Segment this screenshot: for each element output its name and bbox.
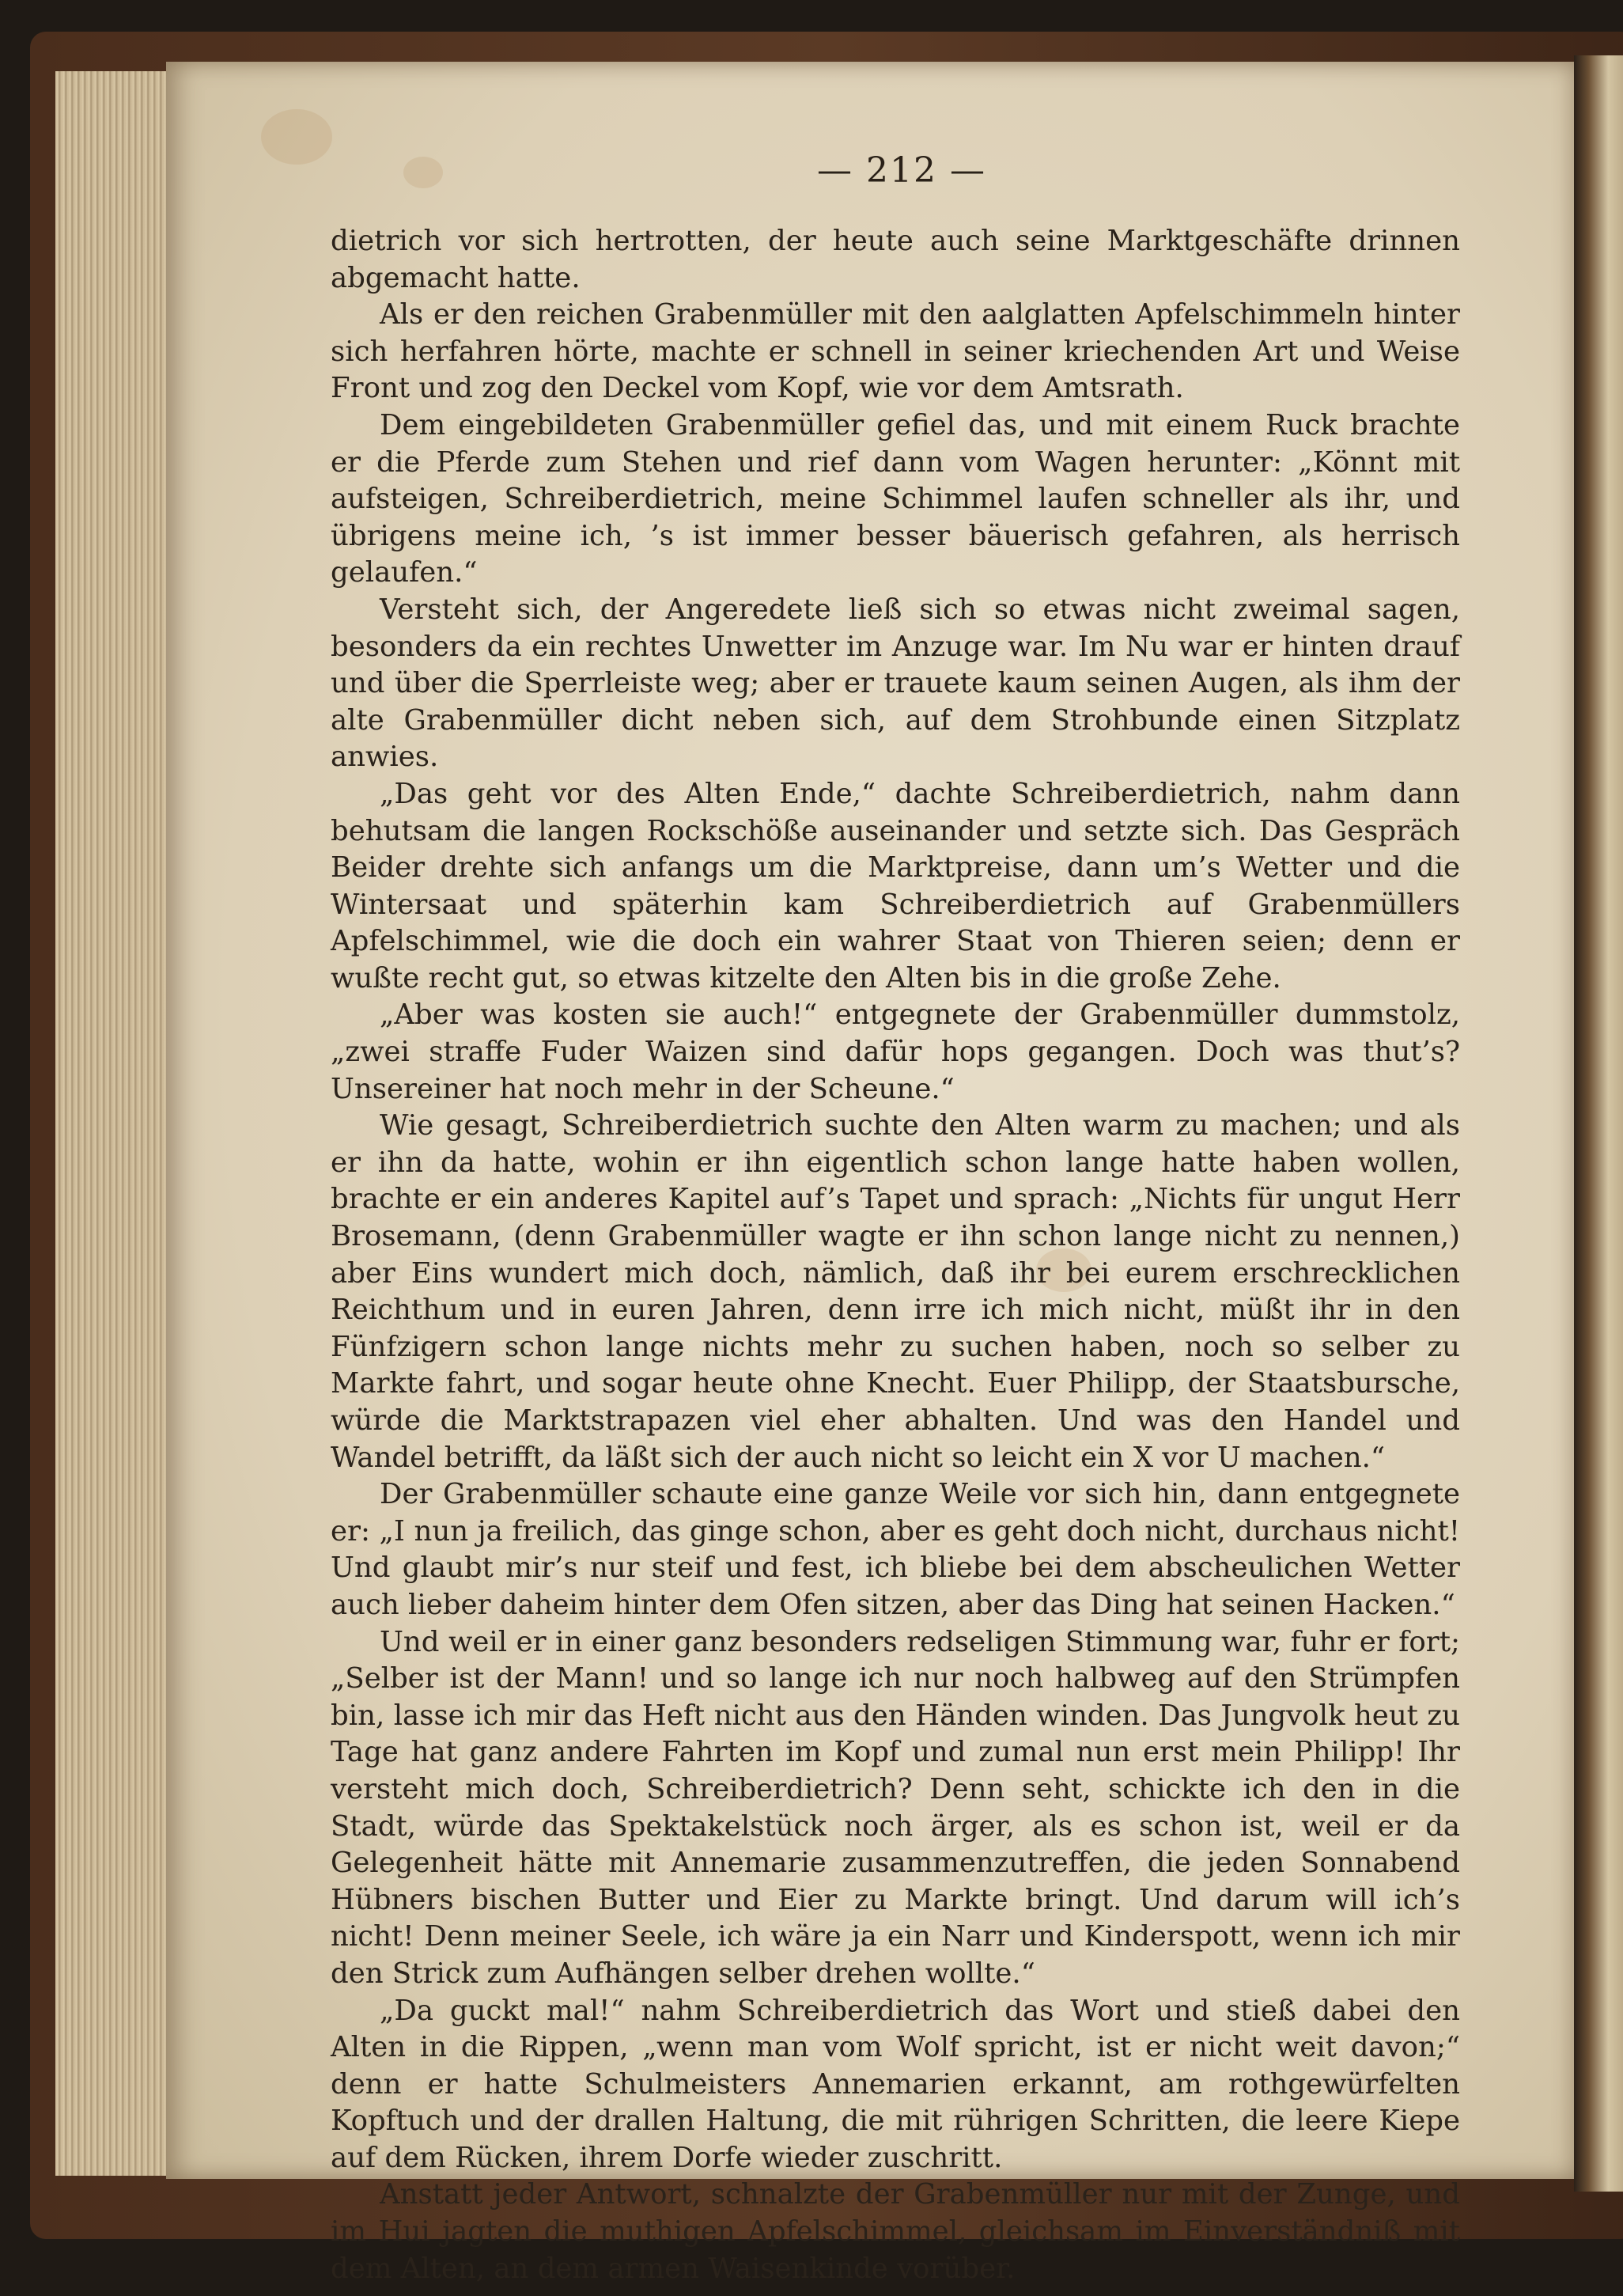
paragraph: „Das geht vor des Alten Ende,“ dachte Schreiberdietrich, nahm dann behutsam die langen Rockschöße auseinander und setzte sich. Das Gespräch Beider drehte sich anfangs um die Marktpreise, dann um’s Wetter und die Wintersaat und späterhin kam Schreiberdietrich auf Grabenmüllers Apfelschimmel, wie die doch ein wahrer Staat von Thieren seien; denn er wußte recht gut, so etwas kitzelte den Alten bis in die große Zehe. <box>331 777 1460 995</box>
paragraph: Versteht sich, der Angeredete ließ sich so etwas nicht zweimal sagen, besonders da ein rechtes Unwetter im Anzuge war. Im Nu war er hinten drauf und über die Sperrleiste weg; aber er trauete kaum seinen Augen, als ihm der alte Grabenmüller dicht neben sich, auf dem Strohbunde einen Sitzplatz anwies. <box>331 593 1460 774</box>
foxing-stain <box>403 157 443 188</box>
paragraph: Und weil er in einer ganz besonders redseligen Stimmung war, fuhr er fort; „Selber ist der Mann! und so lange ich nur noch halbweg auf den Strümpfen bin, lasse ich mir das Heft nicht aus den Händen winden. Das Jungvolk heut zu Tage hat ganz andere Fahrten im Kopf und zumal nun erst mein Philipp! Ihr versteht mich doch, Schreiberdietrich? Denn seht, schickte ich den in die Stadt, würde das Spektakelstück noch ärger, als es schon ist, weil er da Gelegenheit hätte mit Annemarie zusammenzutreffen, die jeden Sonnabend Hübners bischen Butter und Eier zu Markte bringt. Und darum will ich’s nicht! Denn meiner Seele, ich wäre ja ein Narr und Kinderspott, wenn ich mir den Strick zum Aufhängen selber drehen wollte.“ <box>331 1625 1460 1990</box>
paragraph: dietrich vor sich hertrotten, der heute auch seine Marktgeschäfte drinnen abgemacht hatte. <box>331 225 1460 294</box>
page-number: — 212 — <box>817 150 986 191</box>
foxing-stain <box>261 109 332 165</box>
body-text <box>331 223 1460 2287</box>
paragraph: Wie gesagt, Schreiberdietrich suchte den Alten warm zu machen; und als er ihn da hatte, wohin er ihn eigentlich schon lange hatte haben wollen, brachte er ein anderes Kapitel auf’s Tapet und sprach: „Nichts für ungut Herr Brosemann, (denn Grabenmüller wagte er ihn schon lange nicht zu nennen,) aber Eins wundert mich doch, nämlich, daß ihr bei eurem erschrecklichen Reichthum und in euren Jahren, denn irre ich mich nicht, müßt ihr in den Fünfzigern schon lange nichts mehr zu suchen haben, noch so selber zu Markte fahrt, und sogar heute ohne Knecht. Euer Philipp, der Staatsbursche, würde die Marktstrapazen viel eher abhalten. Und was den Handel und Wandel betrifft, da läßt sich der auch nicht so leicht ein X vor U machen.“ <box>331 1109 1460 1474</box>
paragraph: Der Grabenmüller schaute eine ganze Weile vor sich hin, dann entgegnete er: „I nun ja freilich, das ginge schon, aber es geht doch nicht, durchaus nicht! Und glaubt mir’s nur steif und fest, ich bliebe bei dem abscheulichen Wetter auch lieber daheim hinter dem Ofen sitzen, aber das Ding hat seinen Hacken.“ <box>331 1478 1460 1621</box>
paragraph: „Da guckt mal!“ nahm Schreiberdietrich das Wort und stieß dabei den Alten in die Rippen, „wenn man vom Wolf spricht, ist er nicht weit davon;“ denn er hatte Schulmeisters Annemarien erkannt, am rothgewürfelten Kopftuch und der drallen Haltung, die mit rührigen Schritten, die leere Kiepe auf dem Rücken, ihrem Dorfe wieder zuschritt. <box>331 1994 1460 2174</box>
next-page-gutter <box>1574 55 1623 2192</box>
paragraph: Als er den reichen Grabenmüller mit den aalglatten Apfelschimmeln hinter sich herfahren hörte, machte er schnell in seiner kriechenden Art und Weise Front und zog den Deckel vom Kopf, wie vor dem Amtsrath. <box>331 298 1460 405</box>
paragraph: „Aber was kosten sie auch!“ entgegnete der Grabenmüller dummstolz, „zwei straffe Fuder Waizen sind dafür hops gegangen. Doch was thut’s? Unsereiner hat noch mehr in der Scheune.“ <box>331 998 1460 1105</box>
page-edges <box>55 71 182 2176</box>
paragraph: Anstatt jeder Antwort, schnalzte der Grabenmüller nur mit der Zunge, und im Hui jagten die muthigen Apfelschimmel, gleichsam im Einverständniß mit dem Alten, an dem armen Waisenkinde vorüber. <box>331 2178 1460 2285</box>
paragraph: Dem eingebildeten Grabenmüller gefiel das, und mit einem Ruck brachte er die Pferde zum Stehen und rief dann vom Wagen herunter: „Könnt mit aufsteigen, Schreiberdietrich, meine Schimmel laufen schneller als ihr, und übrigens meine ich, ’s ist immer besser bäuerisch gefahren, als herrisch gelaufen.“ <box>331 408 1460 589</box>
